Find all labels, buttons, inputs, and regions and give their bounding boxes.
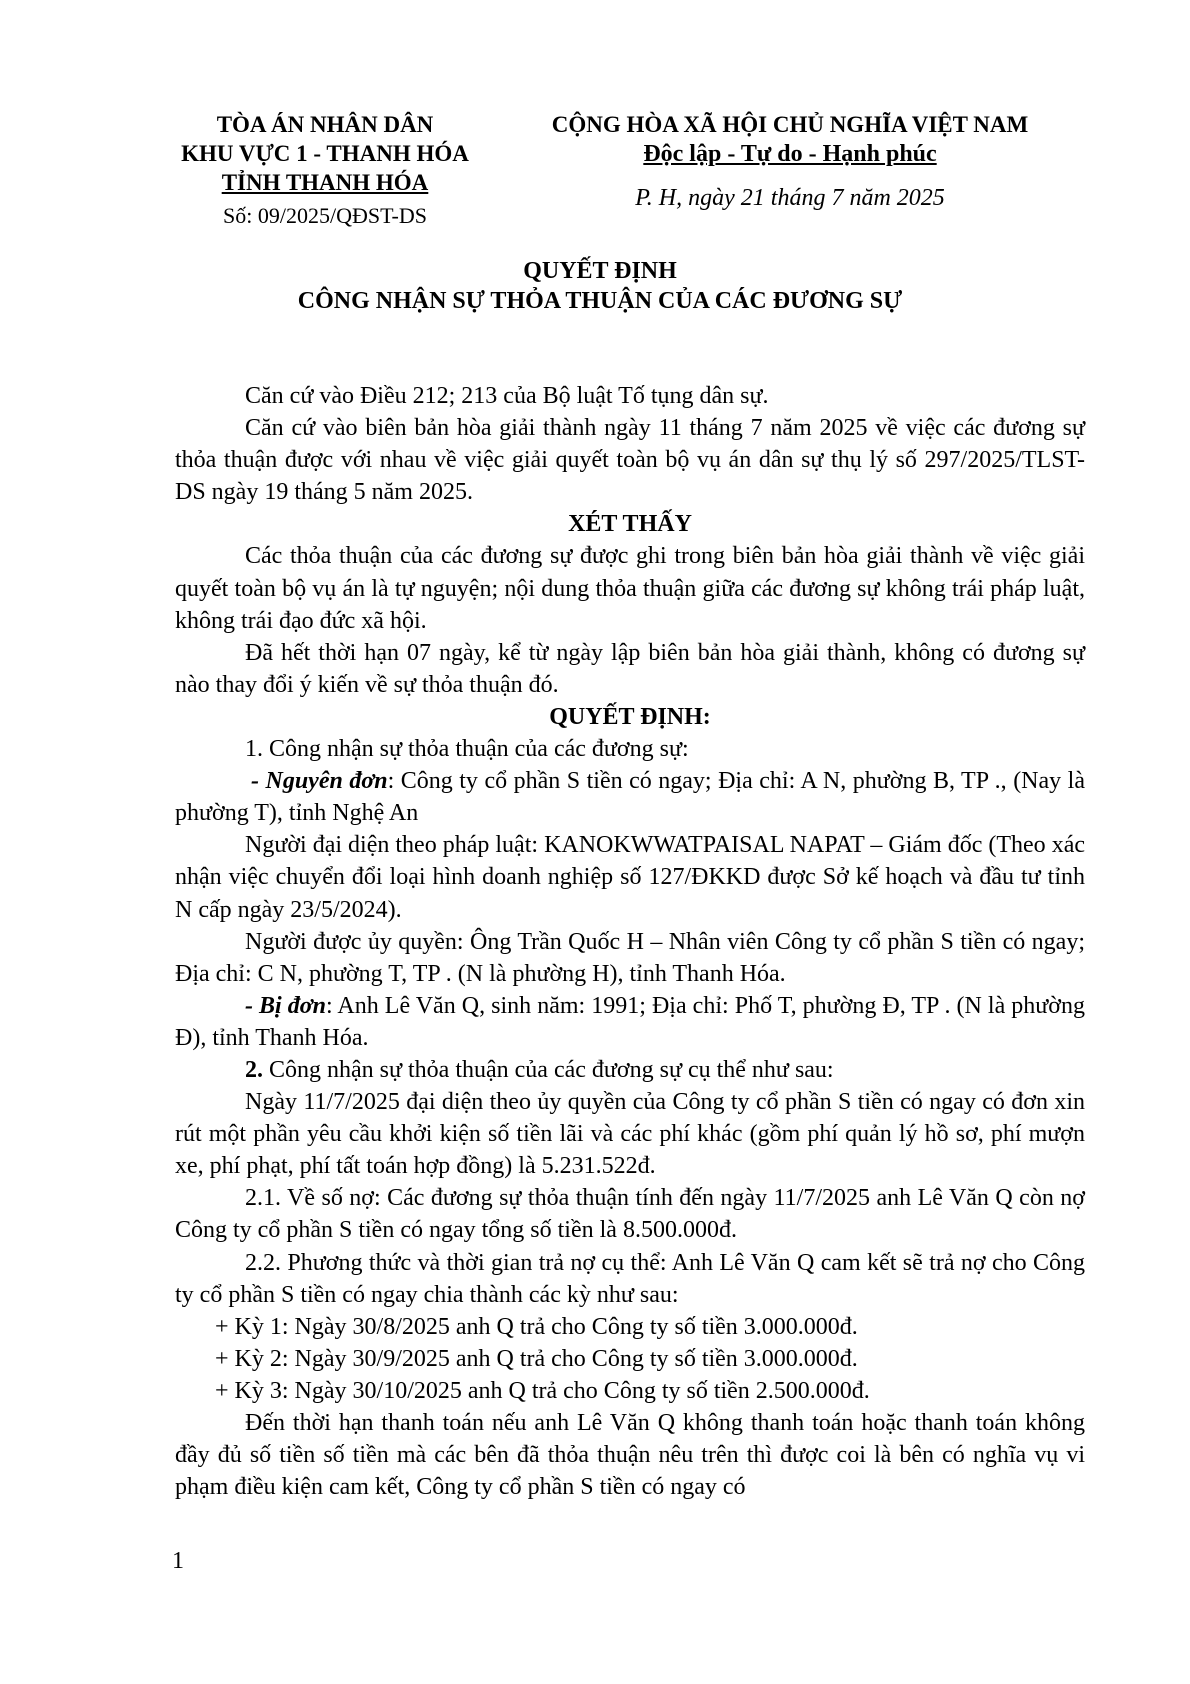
national-motto-line <box>510 139 1070 169</box>
installment-2: + Kỳ 2: Ngày 30/9/2025 anh Q trả cho Công ty số tiền 3.000.000đ. <box>215 1345 858 1372</box>
document-title: QUYẾT ĐỊNH <box>523 258 677 284</box>
finding-paragraph-1: Các thỏa thuận của các đương sự được ghi trong biên bản hòa giải thành về việc giải quyết toàn bộ vụ án là tự nguyện; nội dung thỏa thuận giữa các đương sự không trái pháp luật, không trái đạo đức xã hội. <box>175 543 1085 634</box>
installment-1: + Kỳ 1: Ngày 30/8/2025 anh Q trả cho Công ty số tiền 3.000.000đ. <box>215 1313 858 1340</box>
section-heading-xet-thay: XÉT THẤY <box>568 511 692 538</box>
decision-item-2 <box>175 1054 1085 1086</box>
national-header <box>510 110 1070 213</box>
withdrawal-paragraph: Ngày 11/7/2025 đại diện theo ủy quyền của Công ty cổ phần S tiền có ngay có đơn xin rút một phần yêu cầu khởi kiện số tiền lãi và các phí khác (gồm phí quản lý hồ sơ, phí mượn xe, phí phạt, phí tất toán hợp đồng) là 5.231.522đ. <box>175 1089 1085 1180</box>
court-name: TÒA ÁN NHÂN DÂN <box>216 112 434 137</box>
court-province-text: TỈNH THANH HÓA <box>221 170 429 195</box>
decision-number: Số: 09/2025/QĐST-DS <box>223 203 427 228</box>
court-province <box>165 168 485 197</box>
court-area: KHU VỰC 1 - THANH HÓA <box>181 141 469 166</box>
debt-amount-paragraph: 2.1. Về số nợ: Các đương sự thỏa thuận tính đến ngày 11/7/2025 anh Lê Văn Q còn nợ Công ty cổ phần S tiền có ngay tổng số tiền là 8.500.000đ. <box>175 1185 1085 1244</box>
section-heading-quyet-dinh: QUYẾT ĐỊNH: <box>549 703 711 730</box>
plaintiff-text: : Công ty cổ phần S tiền có ngay; Địa chỉ: A N, phường B, TP ., (Nay là phường T), tỉnh Nghệ An <box>175 768 1085 827</box>
decision-item-1: 1. Công nhận sự thỏa thuận của các đương sự: <box>245 736 689 763</box>
legal-representative: Người đại diện theo pháp luật: KANOKWWATPAISAL NAPAT – Giám đốc (Theo xác nhận việc chuyển đổi loại hình doanh nghiệp số 127/ĐKKD được Sở kế hoạch và đầu tư tỉnh N cấp ngày 23/5/2024). <box>175 832 1085 923</box>
country-name: CỘNG HÒA XÃ HỘI CHỦ NGHĨA VIỆT NAM <box>551 112 1029 137</box>
document-date: P. H, ngày 21 tháng 7 năm 2025 <box>635 185 945 211</box>
defendant-paragraph <box>175 990 1085 1054</box>
defendant-text: : Anh Lê Văn Q, sinh năm: 1991; Địa chỉ: Phố T, phường Đ, TP . (N là phường Đ), tỉnh Thanh Hóa. <box>175 992 1085 1051</box>
page-number: 1 <box>172 1548 184 1574</box>
plaintiff-paragraph <box>175 765 1085 829</box>
installment-3: + Kỳ 3: Ngày 30/10/2025 anh Q trả cho Công ty số tiền 2.500.000đ. <box>215 1377 870 1404</box>
document-body <box>175 380 1085 1503</box>
national-motto: Độc lập - Tự do - Hạnh phúc <box>643 141 937 167</box>
finding-paragraph-2: Đã hết thời hạn 07 ngày, kể từ ngày lập biên bản hòa giải thành, không có đương sự nào thay đổi ý kiến về sự thỏa thuận đó. <box>175 639 1085 698</box>
defendant-label: - Bị đơn <box>245 992 327 1019</box>
authorized-representative: Người được ủy quyền: Ông Trần Quốc H – Nhân viên Công ty cổ phần S tiền có ngay; Địa chỉ: C N, phường T, TP . (N là phường H), tỉnh Thanh Hóa. <box>175 928 1085 987</box>
breach-paragraph: Đến thời hạn thanh toán nếu anh Lê Văn Q không thanh toán hoặc thanh toán không đầy đủ số tiền số tiền mà các bên đã thỏa thuận nêu trên thì được coi là bên có nghĩa vụ vi phạm điều kiện cam kết, Công ty cổ phần S tiền có ngay có <box>175 1410 1085 1501</box>
legal-basis-2: Căn cứ vào biên bản hòa giải thành ngày 11 tháng 7 năm 2025 về việc các đương sự thỏa thuận được với nhau về việc giải quyết toàn bộ vụ án dân sự thụ lý số 297/2025/TLST-DS ngày 19 tháng 5 năm 2025. <box>175 415 1085 506</box>
plaintiff-label: - Nguyên đơn <box>251 768 388 795</box>
document-subtitle: CÔNG NHẬN SỰ THỎA THUẬN CỦA CÁC ĐƯƠNG SỰ <box>297 288 903 314</box>
decision-item-2-number: 2. <box>245 1056 263 1083</box>
decision-item-2-text: Công nhận sự thỏa thuận của các đương sự cụ thể như sau: <box>263 1056 834 1083</box>
payment-method-paragraph: 2.2. Phương thức và thời gian trả nợ cụ thể: Anh Lê Văn Q cam kết sẽ trả nợ cho Công ty cổ phần S tiền có ngay chia thành các kỳ như sau: <box>175 1249 1085 1308</box>
court-header <box>165 110 485 230</box>
legal-basis-1: Căn cứ vào Điều 212; 213 của Bộ luật Tố tụng dân sự. <box>245 383 769 409</box>
